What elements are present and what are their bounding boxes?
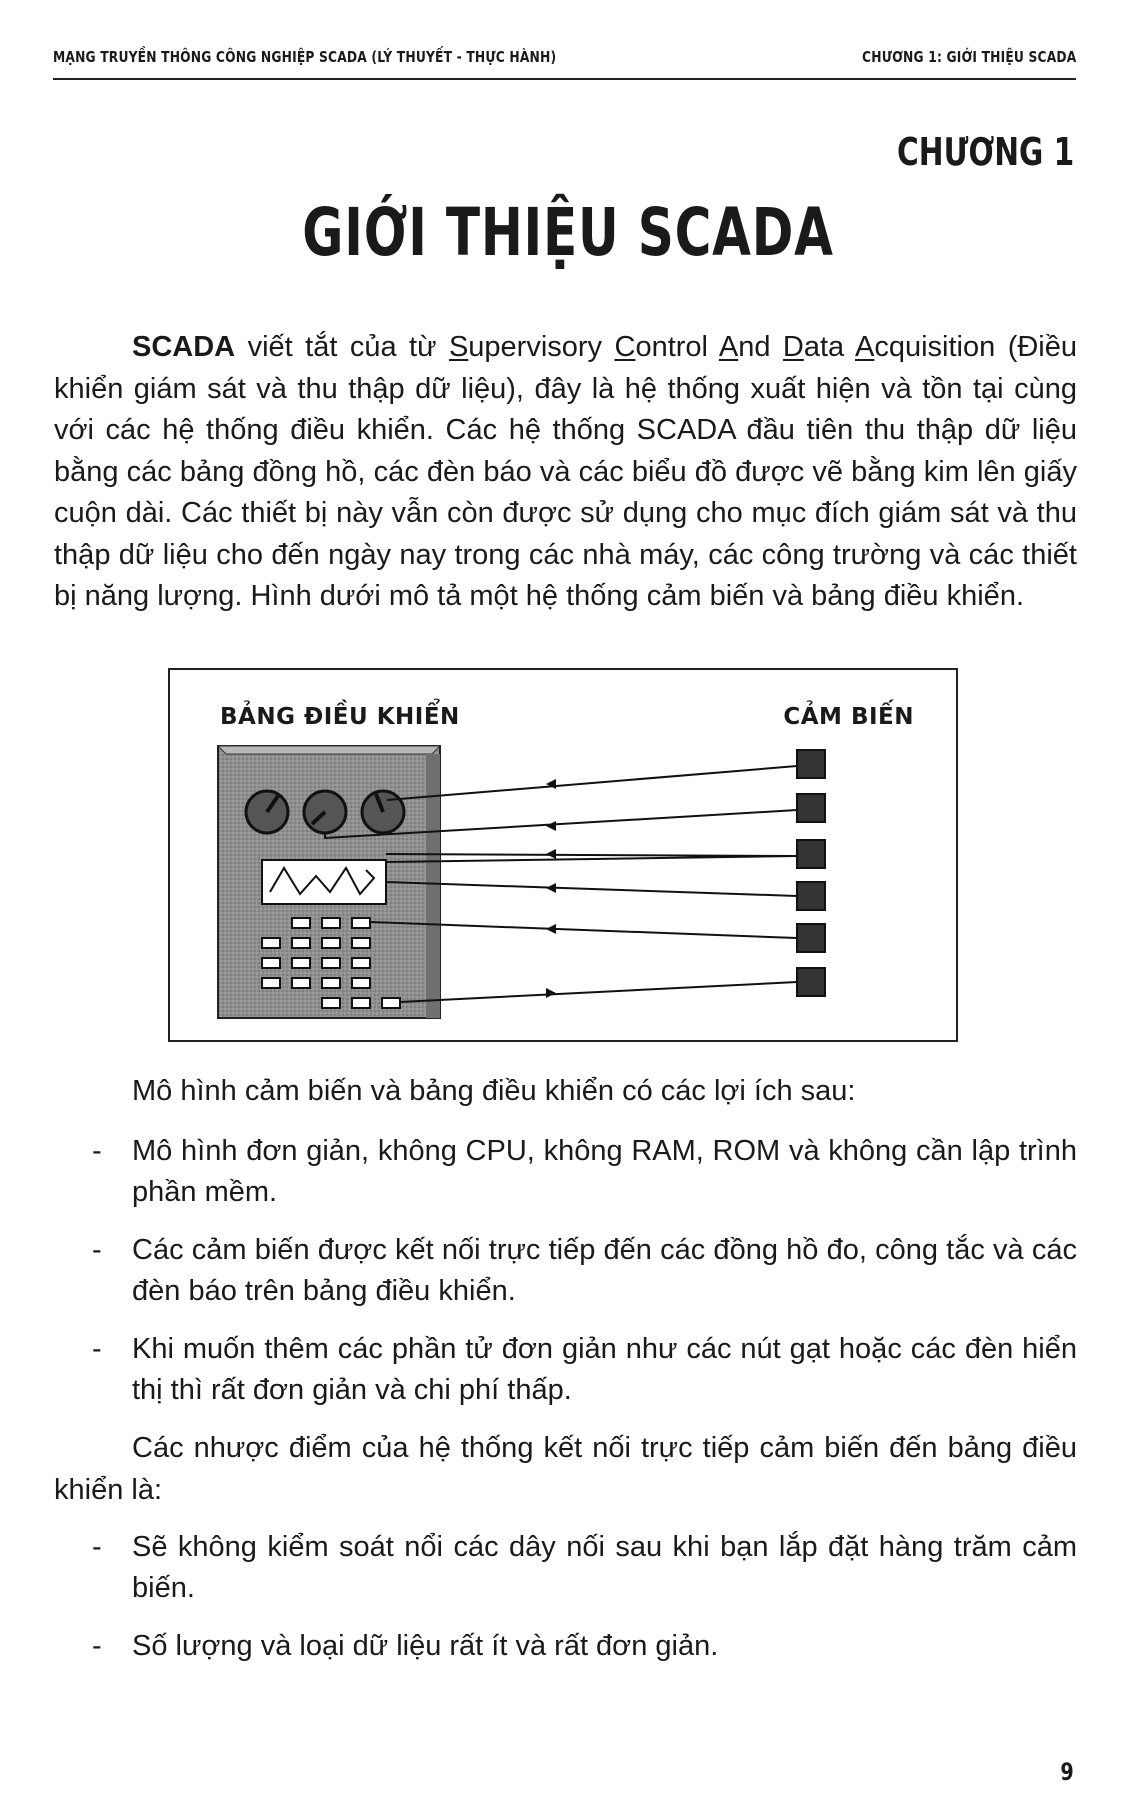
intro-paragraph [54,327,1077,618]
acronym-letter: A [718,331,739,363]
sensor-label: CẢM BIẾN [783,704,914,730]
bullet-dash: - [92,1135,102,1167]
scada-term: SCADA [132,331,236,363]
list-item-text: Sẽ không kiểm soát nổi các dây nối sau khi bạn lắp đặt hàng trăm cảm biến. [132,1531,1077,1604]
bullet-dash: - [92,1630,102,1662]
acronym-letter: A [855,331,875,363]
figure-drawing [170,670,956,1040]
arrow-icon [546,779,556,998]
chapter-label: CHƯƠNG 1 [896,130,1074,174]
acronym-word: ata [803,331,855,363]
list-item-text: Số lượng và loại dữ liệu rất ít và rất đơn giản. [132,1630,719,1662]
acronym-word: nd [738,331,783,363]
list-item [54,1329,1077,1411]
chapter-running-title: CHƯƠNG 1: GIỚI THIỆU SCADA [861,48,1076,66]
chapter-title: GIỚI THIỆU SCADA [302,194,834,271]
chart-recorder-icon [262,860,386,904]
acronym-word: cquisition [874,331,996,363]
sensor-icon [797,750,825,996]
list-item [54,1131,1077,1213]
intro-text: (Điều khiển giám sát và thu thập dữ liệu), đây là hệ thống xuất hiện và tồn tại cùng với các hệ thống điều khiển. Các hệ thống SCADA đầu tiên thu thập dữ liệu bằng các bảng đồng hồ, các đèn báo và các biểu đồ được vẽ bằng kim lên giấy cuộn dài. Các thiết bị này vẫn còn được sử dụng cho mục đích giám sát và thu thập dữ liệu cho đến ngày nay trong các nhà máy, các công trường và các thiết bị năng lượng. Hình dưới mô tả một hệ thống cảm biến và bảng điều khiển. [54,331,1077,612]
acronym-letter: S [448,331,469,363]
bullet-dash: - [92,1234,102,1266]
list-item [54,1230,1077,1312]
list-item [54,1527,1077,1609]
acronym-letter: D [782,331,804,363]
acronym-word: upervisory [468,331,615,363]
drawbacks-intro [54,1428,1077,1511]
control-panel-label: BẢNG ĐIỀU KHIỂN [220,704,460,730]
book-title: MẠNG TRUYỀN THÔNG CÔNG NGHIỆP SCADA (LÝ THUYẾT - THỰC HÀNH) [53,48,557,66]
list-item-text: Khi muốn thêm các phần tử đơn giản như các nút gạt hoặc các đèn hiển thị thì rất đơn giản và chi phí thấp. [132,1333,1077,1406]
gauge-icon [362,791,404,833]
acronym-word: ontrol [635,331,719,363]
bullet-dash: - [92,1333,102,1365]
gauge-icon [246,791,288,833]
running-header [53,42,1076,80]
page-number: 9 [1060,1758,1074,1786]
list-item-text: Mô hình đơn giản, không CPU, không RAM, ROM và không cần lập trình phần mềm. [132,1135,1077,1208]
benefits-intro-text: Mô hình cảm biến và bảng điều khiển có các lợi ích sau: [132,1075,856,1107]
gauge-icon [304,791,346,833]
intro-text: viết tắt của từ [235,331,449,363]
list-item [54,1626,1077,1667]
benefits-intro [54,1071,1077,1113]
list-item-text: Các cảm biến được kết nối trực tiếp đến các đồng hồ đo, công tắc và các đèn báo trên bảng điều khiển. [132,1234,1077,1307]
acronym-letter: C [614,331,636,363]
sensor-panel-figure [168,668,958,1042]
bullet-dash: - [92,1531,102,1563]
drawbacks-intro-text: Các nhược điểm của hệ thống kết nối trực tiếp cảm biến đến bảng điều khiển là: [54,1432,1077,1506]
